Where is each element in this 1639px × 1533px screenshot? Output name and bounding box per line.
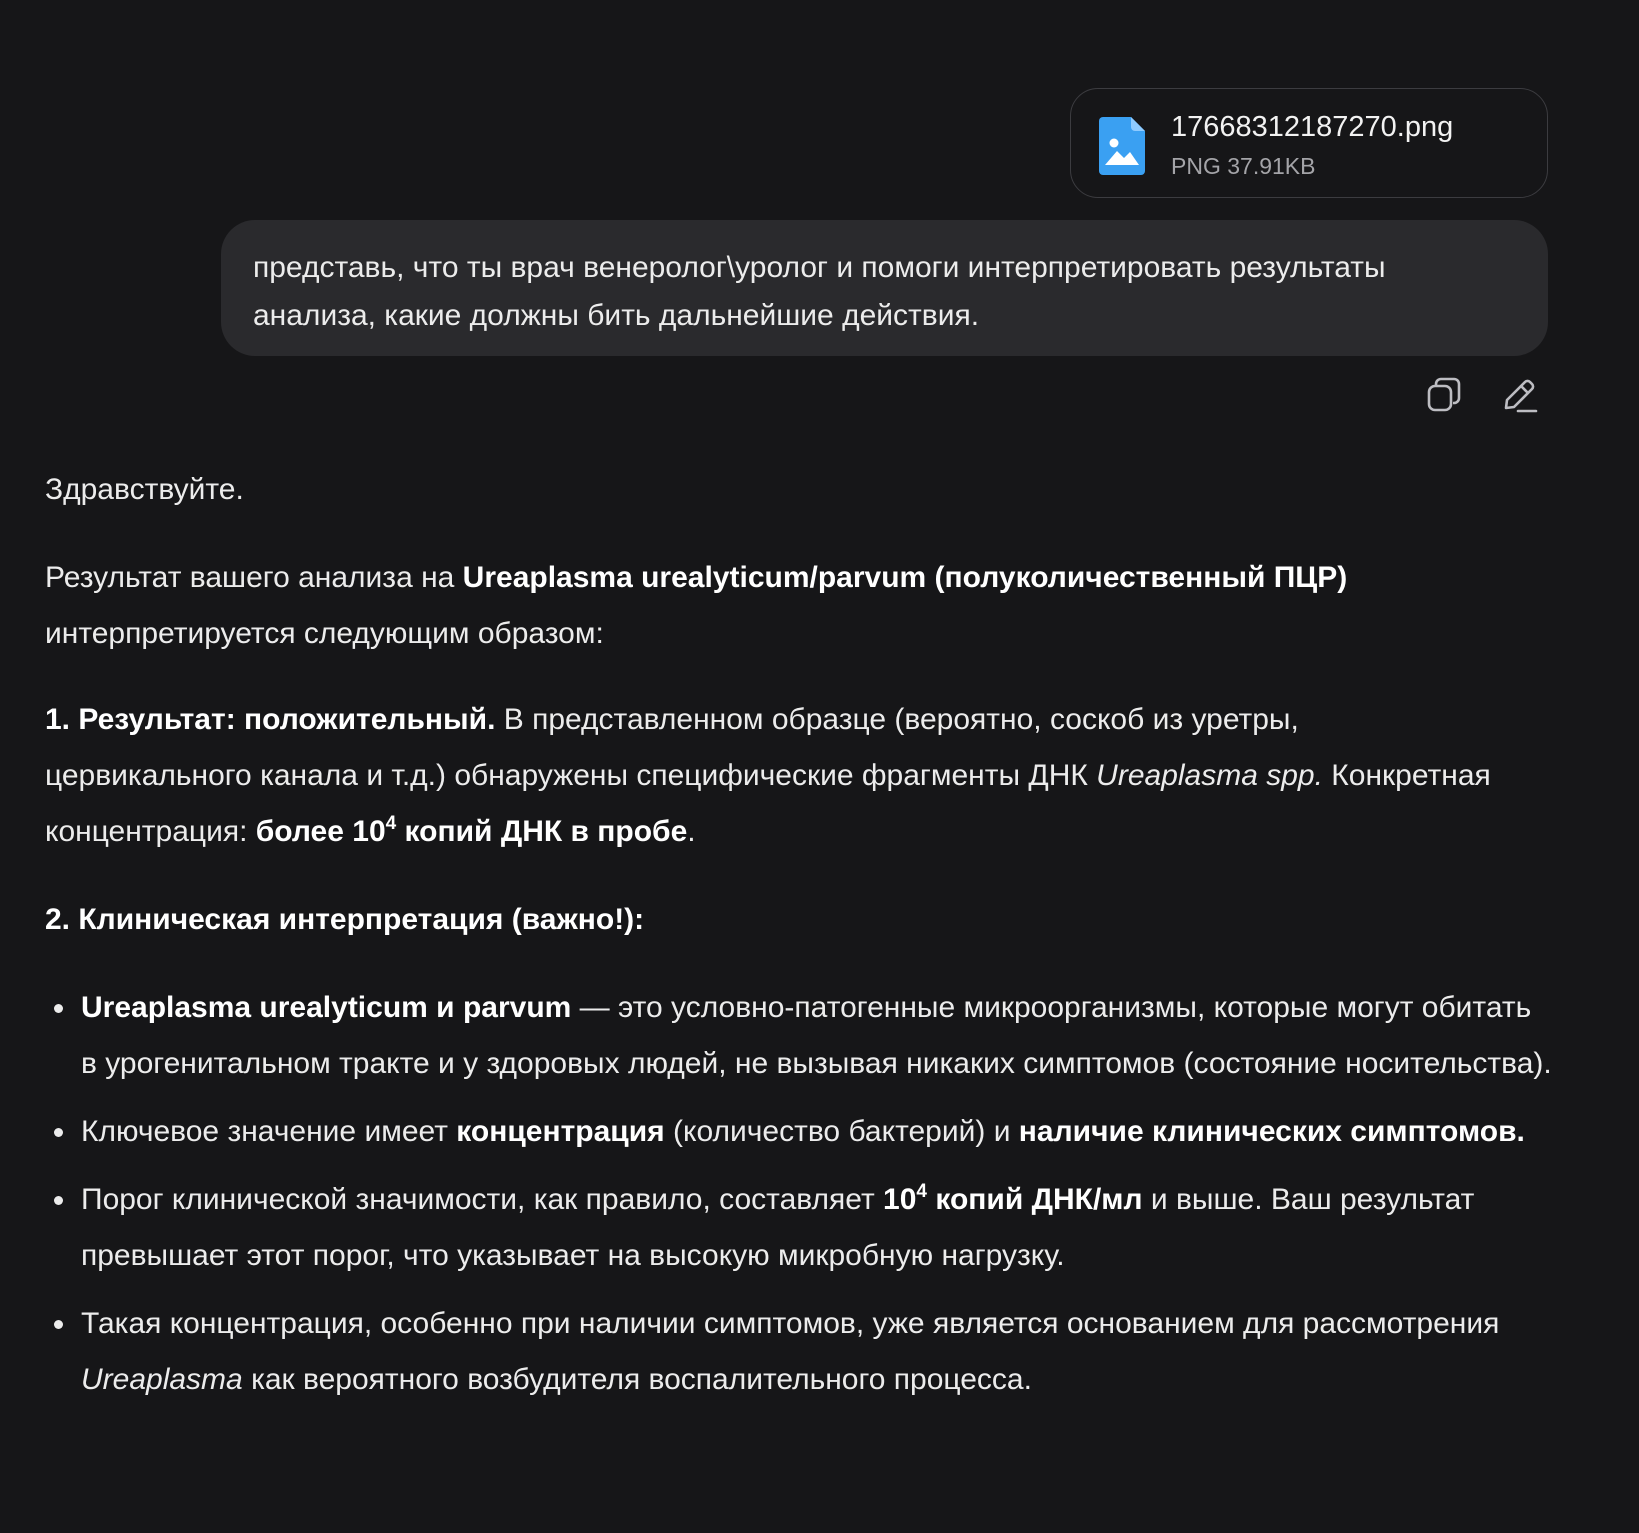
user-message-text: представь, что ты врач венеролог\уролог и помоги интерпретировать результаты анализа, какие должны бить дальнейшие действия. xyxy=(253,251,1386,332)
answer-intro-bold: Ureaplasma urealyticum/parvum (полуколичественный ПЦР) xyxy=(462,561,1348,594)
bullet4-pre: Такая концентрация, особенно при наличии симптомов, уже является основанием для рассмотрения xyxy=(81,1307,1500,1340)
list-item xyxy=(45,1104,1555,1160)
edit-button[interactable] xyxy=(1500,376,1540,416)
answer-item-1 xyxy=(45,692,1505,860)
answer-item-2-heading xyxy=(45,892,644,948)
bullet3-pre: Порог клинической значимости, как правило, составляет xyxy=(81,1183,884,1216)
attachment-file-size: 37.91KB xyxy=(1227,153,1316,179)
answer-intro xyxy=(45,550,1505,662)
image-file-icon xyxy=(1099,117,1145,175)
answer-intro-pre: Результат вашего анализа на xyxy=(45,561,463,594)
bullet3-bold-pre: 10 xyxy=(883,1183,917,1216)
bullet3-bold xyxy=(883,1183,1143,1216)
item1-heading: 1. Результат: положительный. xyxy=(45,703,496,736)
top-fade xyxy=(0,0,1639,6)
answer-intro-post: интерпретируется следующим образом: xyxy=(45,617,604,650)
edit-icon xyxy=(1500,376,1540,416)
attachment-file-type: PNG xyxy=(1171,153,1221,179)
copy-button[interactable] xyxy=(1424,376,1464,416)
list-item xyxy=(45,1172,1555,1284)
bullet2-bold1: концентрация xyxy=(456,1115,665,1148)
bullet-dot xyxy=(54,1128,63,1137)
list-item xyxy=(45,1296,1555,1408)
bullet3-bold-post: копий ДНК/мл xyxy=(926,1183,1143,1216)
item1-text: В представленном образце (вероятно, соскоб из уретры, цервикального канала и т.д.) обнаружены специфические фрагменты ДНК xyxy=(45,703,1299,792)
list-item xyxy=(45,980,1555,1092)
answer-greeting: Здравствуйте. xyxy=(45,473,244,506)
attachment-file-name: 17668312187270.png xyxy=(1171,111,1454,143)
bullet3-bold-sup: 4 xyxy=(916,1181,927,1202)
user-message-bubble xyxy=(221,220,1548,356)
bullet4-post: как вероятного возбудителя воспалительного процесса. xyxy=(242,1363,1032,1396)
item1-bold-sup: 4 xyxy=(385,813,397,834)
answer-bullet-list xyxy=(45,980,1555,1420)
copy-icon xyxy=(1424,376,1464,416)
bullet-dot xyxy=(54,1320,63,1329)
bullet-dot xyxy=(54,1004,63,1013)
item1-bold-pre: более 10 xyxy=(255,815,386,848)
attachment-card[interactable] xyxy=(1070,88,1548,198)
item2-heading: 2. Клиническая интерпретация (важно!): xyxy=(45,903,645,936)
bullet3-post: и выше. Ваш результат превышает этот порог, что указывает на высокую микробную нагрузку. xyxy=(81,1183,1475,1272)
bullet2-end: . xyxy=(1516,1115,1525,1148)
bullet2-mid: (количество бактерий) и xyxy=(664,1115,1019,1148)
item1-bold-post: копий ДНК в пробе xyxy=(396,815,688,848)
bullet1-text: — это условно-патогенные микроорганизмы, которые могут обитать в урогенитальном тракте и у здоровых людей, не вызывая никаких симптомов (состояние носительства). xyxy=(81,991,1552,1080)
bullet1-bold: Ureaplasma urealyticum и parvum xyxy=(81,991,572,1024)
item1-concentration xyxy=(256,815,688,848)
attachment-file-meta xyxy=(1171,153,1315,180)
item1-italic: Ureaplasma spp. xyxy=(1096,759,1323,792)
item1-end: . xyxy=(687,815,696,848)
bullet2-pre: Ключевое значение имеет xyxy=(81,1115,457,1148)
bullet-dot xyxy=(54,1196,63,1205)
bullet2-bold2: наличие клинических симптомов xyxy=(1018,1115,1517,1148)
item1-text2: Конкретная концентрация: xyxy=(45,759,1491,848)
bullet4-italic: Ureaplasma xyxy=(81,1363,243,1396)
